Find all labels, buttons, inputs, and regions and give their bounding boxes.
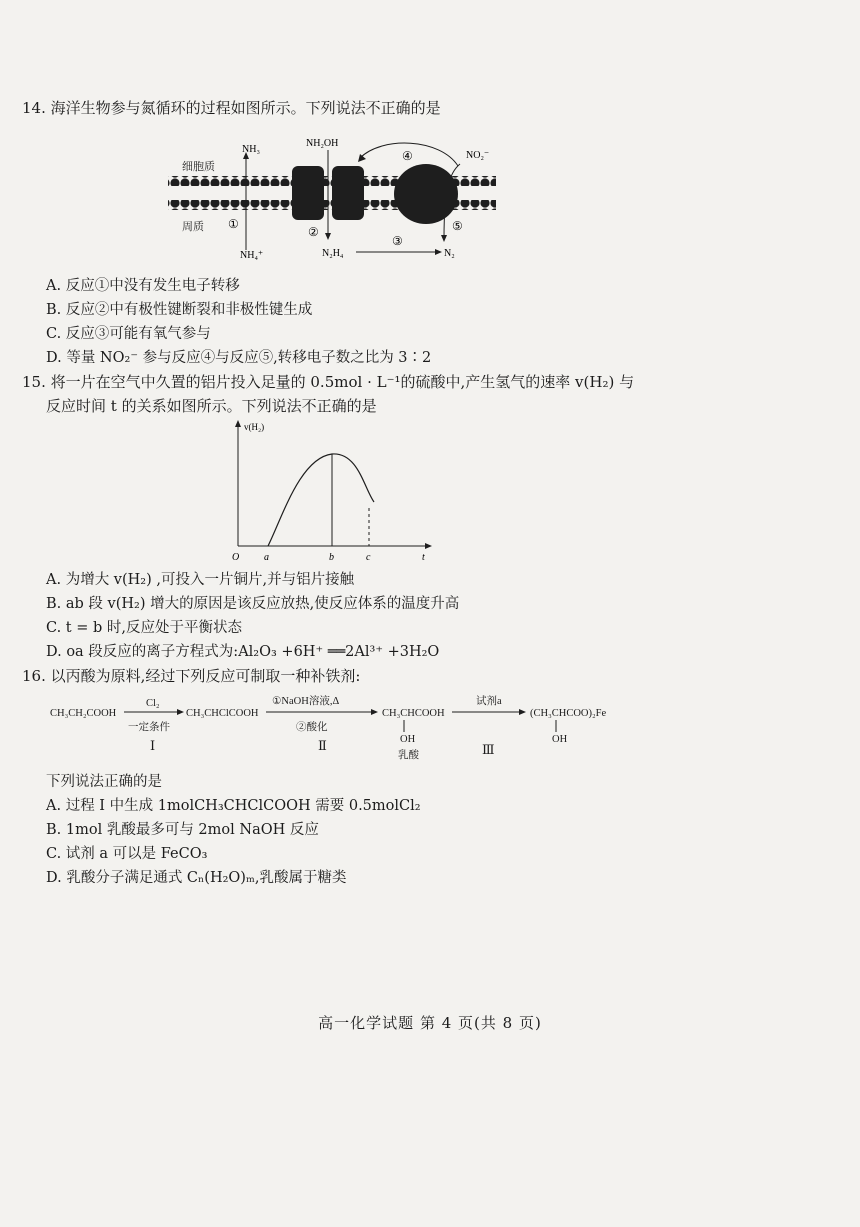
tick-a-label: a (264, 552, 269, 563)
lactic-acid: CH₃CHCOOH (382, 708, 445, 719)
q15-option-b[interactable]: B. ab 段 v(H₂) 增大的原因是该反应放热,使反应体系的温度升高 (46, 596, 460, 612)
nh4-label: NH₄⁺ (240, 250, 264, 261)
nh3-label: NH₃ (242, 144, 260, 155)
lactic-acid-name: 乳酸 (398, 750, 419, 761)
q14-nitrogen-cycle-diagram (160, 128, 505, 264)
q14-option-d[interactable]: D. 等量 NO₂⁻ 参与反应④与反应⑤,转移电子数之比为 3∶2 (46, 350, 432, 366)
step-1-label: Ⅰ (150, 738, 156, 753)
arrow1-reagent: Cl₂ (146, 698, 160, 709)
q15-option-a[interactable]: A. 为增大 v(H₂) ,可投入一片铜片,并与铝片接触 (46, 572, 355, 588)
q14-option-c[interactable]: C. 反应③可能有氧气参与 (46, 326, 211, 342)
q16-option-c[interactable]: C. 试剂 a 可以是 FeCO₃ (46, 846, 208, 862)
nh2oh-label: NH₂OH (306, 138, 339, 149)
reaction-3-label: ③ (392, 234, 403, 248)
arrow2-condition: ②酸化 (296, 722, 328, 733)
reaction-4-label: ④ (402, 149, 413, 163)
step-3-label: Ⅲ (482, 742, 495, 757)
no2-label: NO₂⁻ (466, 150, 490, 161)
iron-lactate-oh: OH (552, 734, 568, 745)
q15-option-d[interactable]: D. oa 段反应的离子方程式为:Al₂O₃ +6H⁺ ══2Al³⁺ +3H₂O (46, 644, 440, 660)
rate-curve (268, 454, 374, 546)
arrow3-reagent: 试剂a (476, 696, 502, 707)
page-footer: 高一化学试题 第 4 页(共 8 页) (318, 1014, 542, 1032)
q14-stem: 14. 海洋生物参与氮循环的过程如图所示。下列说法不正确的是 (22, 99, 441, 117)
lactic-acid-oh: OH (400, 734, 416, 745)
reaction-5-label: ⑤ (452, 219, 463, 233)
n2h4-label: N₂H₄ (322, 248, 344, 259)
arrow2-reagent: ①NaOH溶液,Δ (272, 696, 340, 707)
reaction-2-label: ② (308, 225, 319, 239)
periplasm-label: 周质 (182, 220, 204, 233)
q16-reaction-scheme (46, 688, 646, 766)
q15-stem-line1: 15. 将一片在空气中久置的铝片投入足量的 0.5mol · L⁻¹的硫酸中,产生氢气的速率 v(H₂) 与 (22, 373, 635, 391)
n2-label: N₂ (444, 248, 455, 259)
origin-label: O (232, 552, 240, 563)
q15-stem-line2: 反应时间 t 的关系如图所示。下列说法不正确的是 (46, 397, 377, 415)
cytoplasm-label: 细胞质 (182, 160, 215, 173)
q16-option-b[interactable]: B. 1mol 乳酸最多可与 2mol NaOH 反应 (46, 822, 319, 838)
tick-b-label: b (329, 552, 334, 563)
q14-option-a[interactable]: A. 反应①中没有发生电子转移 (46, 278, 240, 294)
q16-stem: 16. 以丙酸为原料,经过下列反应可制取一种补铁剂: (22, 667, 361, 685)
q16-prompt: 下列说法正确的是 (46, 774, 162, 790)
step-2-label: Ⅱ (318, 738, 327, 753)
q16-option-d[interactable]: D. 乳酸分子满足通式 Cₙ(H₂O)ₘ,乳酸属于糖类 (46, 870, 347, 886)
tick-c-label: c (366, 552, 371, 563)
q15-option-c[interactable]: C. t = b 时,反应处于平衡状态 (46, 620, 242, 636)
q15-rate-time-graph (228, 418, 438, 564)
reaction-1-label: ① (228, 217, 239, 231)
y-axis-label: v(H₂) (244, 422, 265, 432)
chloro-acid: CH₃CHClCOOH (186, 708, 259, 719)
q14-option-b[interactable]: B. 反应②中有极性键断裂和非极性键生成 (46, 302, 313, 318)
arrow1-condition: 一定条件 (128, 722, 170, 733)
propanoic-acid: CH₃CH₂COOH (50, 708, 117, 719)
q16-option-a[interactable]: A. 过程 I 中生成 1molCH₃CHClCOOH 需要 0.5molCl₂ (46, 798, 421, 814)
iron-lactate: (CH₃CHCOO)₂Fe (530, 708, 607, 719)
x-axis-label: t (422, 552, 425, 563)
